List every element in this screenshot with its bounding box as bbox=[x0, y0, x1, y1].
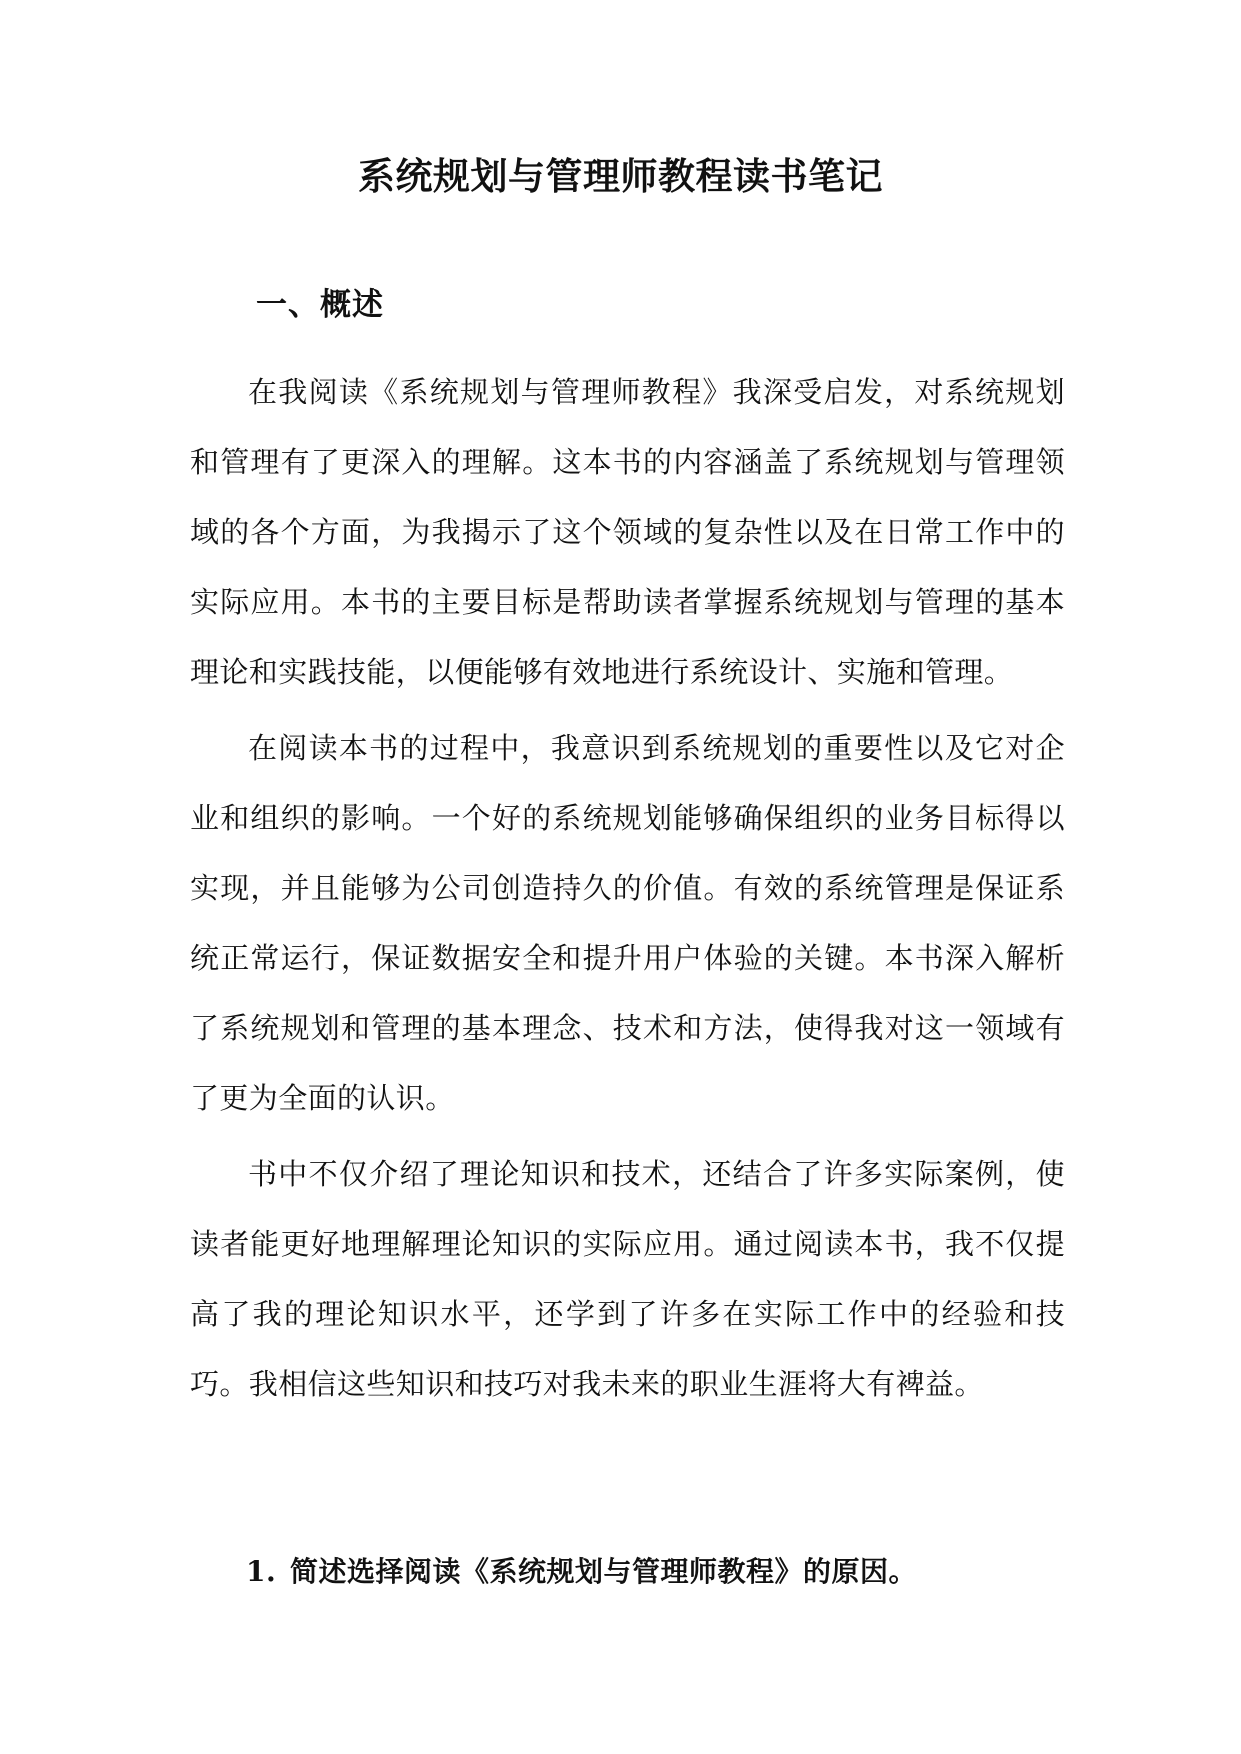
body-paragraph-2: 在阅读本书的过程中，我意识到系统规划的重要性以及它对企业和组织的影响。一个好的系统规划能够确保组织的业务目标得以实现，并且能够为公司创造持久的价值。有效的系统管理是保证系统正常运行，保证数据安全和提升用户体验的关键。本书深入解析了系统规划和管理的基本理念、技术和方法，使得我对这一领域有了更为全面的认识。 bbox=[190, 731, 1065, 1115]
body-paragraph-3: 书中不仅介绍了理论知识和技术，还结合了许多实际案例，使读者能更好地理解理论知识的实际应用。通过阅读本书，我不仅提高了我的理论知识水平，还学到了许多在实际工作中的经验和技巧。我相信这些知识和技巧对我未来的职业生涯将大有裨益。 bbox=[190, 1157, 1065, 1401]
section-heading-overview: 一、概述 bbox=[256, 287, 384, 323]
body-paragraph-1: 在我阅读《系统规划与管理师教程》我深受启发，对系统规划和管理有了更深入的理解。这本书的内容涵盖了系统规划与管理领域的各个方面，为我揭示了这个领域的复杂性以及在日常工作中的实际应用。本书的主要目标是帮助读者掌握系统规划与管理的基本理论和实践技能，以便能够有效地进行系统设计、实施和管理。 bbox=[190, 375, 1065, 689]
numbered-subheading bbox=[246, 1550, 917, 1594]
list-heading-text: 简述选择阅读《系统规划与管理师教程》的原因。 bbox=[290, 1555, 918, 1588]
list-number: 1. bbox=[246, 1555, 277, 1588]
document-title: 系统规划与管理师教程读书笔记 bbox=[358, 154, 883, 198]
